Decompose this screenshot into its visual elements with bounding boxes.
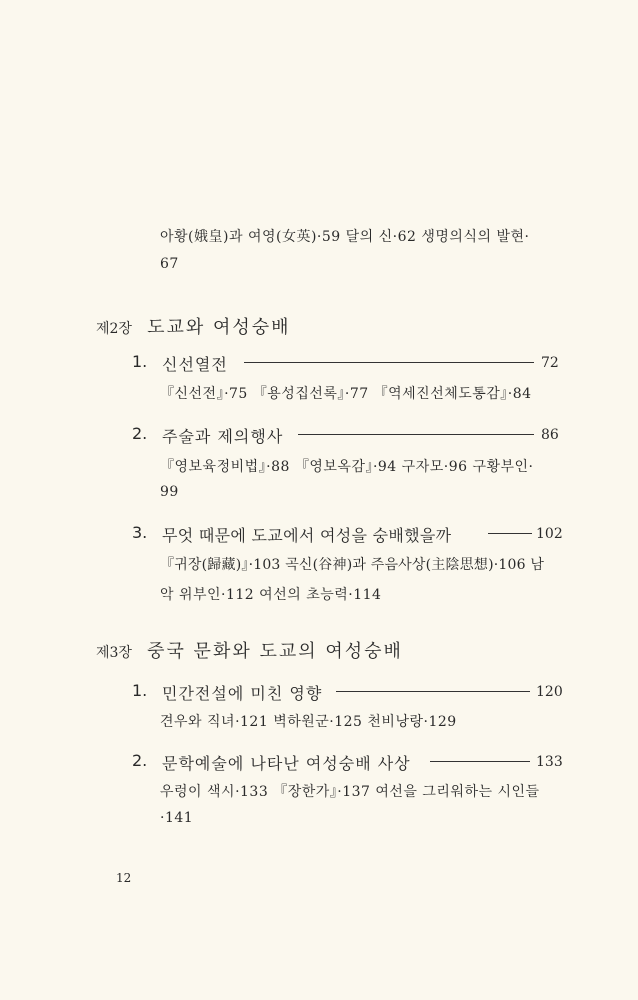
ch3-sec2-detail-1: 우렁이 색시·133 『장한가』·137 여선을 그리워하는 시인들 bbox=[160, 784, 540, 800]
ch3-sec2-page: 133 bbox=[536, 754, 563, 770]
chapter-3-heading bbox=[96, 637, 403, 663]
chapter-3-title: 중국 문화와 도교의 여성숭배 bbox=[147, 641, 403, 662]
chapter-2-label: 제2장 bbox=[96, 321, 132, 337]
ch2-sec2-detail-1: 『영보육정비법』·88 『영보옥감』·94 구자모·96 구황부인· bbox=[160, 459, 534, 475]
ch3-sec2-detail-2: ·141 bbox=[160, 810, 194, 826]
ch2-sec3-leader bbox=[488, 533, 532, 534]
ch2-sec1-number: 1. bbox=[132, 352, 148, 371]
page-number: 12 bbox=[116, 871, 132, 885]
chapter-2-title: 도교와 여성숭배 bbox=[147, 317, 291, 338]
ch2-sec1-detail-1: 『신선전』·75 『용성집선록』·77 『역세진선체도통감』·84 bbox=[160, 386, 532, 402]
ch3-sec1-leader bbox=[336, 691, 530, 692]
chapter-2-heading bbox=[96, 313, 291, 339]
ch3-sec1-page: 120 bbox=[536, 684, 563, 700]
ch2-sec1-page: 72 bbox=[541, 355, 559, 371]
ch3-sec1-detail-1: 견우와 직녀·121 벽하원군·125 천비낭랑·129 bbox=[160, 714, 457, 730]
ch2-sec2-detail-2: 99 bbox=[160, 484, 179, 500]
ch2-sec3-page: 102 bbox=[536, 526, 563, 542]
ch3-sec2-number: 2. bbox=[132, 751, 148, 770]
ch2-sec1-leader bbox=[244, 362, 534, 363]
ch3-sec2-title: 문학예술에 나타난 여성숭배 사상 bbox=[162, 754, 411, 773]
ch2-sec3-title: 무엇 때문에 도교에서 여성을 숭배했을까 bbox=[162, 526, 452, 545]
ch2-sec2-number: 2. bbox=[132, 424, 148, 443]
ch2-sec2-title: 주술과 제의행사 bbox=[162, 427, 284, 446]
ch2-sec3-number: 3. bbox=[132, 523, 148, 542]
ch2-sec3-detail-2: 악 위부인·112 여선의 초능력·114 bbox=[160, 587, 382, 603]
ch2-sec2-leader bbox=[298, 434, 534, 435]
ch3-sec1-title: 민간전설에 미친 영향 bbox=[162, 684, 323, 703]
ch2-sec3-detail-1: 『귀장(歸藏)』·103 곡신(谷神)과 주음사상(主陰思想)·106 남 bbox=[160, 557, 545, 573]
ch2-sec1-title: 신선열전 bbox=[162, 355, 228, 374]
intro-line-1: 아황(娥皇)과 여영(女英)·59 달의 신·62 생명의식의 발현· bbox=[160, 229, 530, 245]
chapter-3-label: 제3장 bbox=[96, 645, 132, 661]
ch2-sec2-page: 86 bbox=[541, 427, 559, 443]
ch3-sec2-leader bbox=[430, 761, 530, 762]
ch3-sec1-number: 1. bbox=[132, 681, 148, 700]
intro-line-2: 67 bbox=[160, 256, 179, 272]
